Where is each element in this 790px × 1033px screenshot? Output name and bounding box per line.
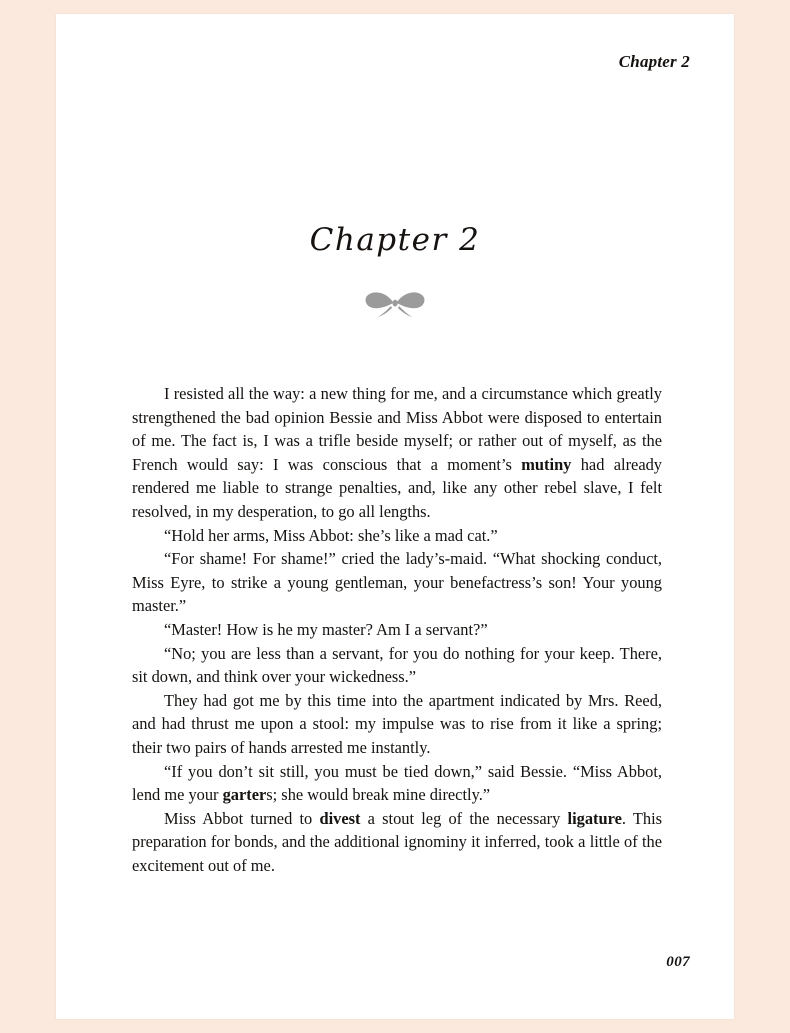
chapter-title: Chapter 2 <box>309 222 481 258</box>
body-paragraph: Miss Abbot turned to divest a stout leg of the necessary ligature. This preparation for bonds, and the additional ignominy it inferred, took a little of the excitement out of me. <box>132 808 662 875</box>
body-paragraph: They had got me by this time into the apartment indicated by Mrs. Reed, and had thrust me upon a stool: my impulse was to rise from it like a spring; their two pairs of hands arrested me instantly. <box>132 690 662 757</box>
body-paragraph: I resisted all the way: a new thing for me, and a circumstance which greatly strengthened the bad opinion Bessie and Miss Abbot were disposed to entertain of me. The fact is, I was a trifle beside myself; or rather out of myself, as the French would say: I was conscious that a moment’s mutiny had already rendered me liable to strange penalties, and, like any other rebel slave, I felt resolved, in my desperation, to go all lengths. <box>132 384 662 521</box>
body-paragraph: “If you don’t sit still, you must be tied down,” said Bessie. “Miss Abbot, lend me your garters; she would break mine directly.” <box>132 761 662 805</box>
emphasis-term: mutiny <box>521 454 572 474</box>
chapter-body <box>132 382 662 877</box>
body-paragraph: “No; you are less than a servant, for you do nothing for your keep. There, sit down, and think over your wickedness.” <box>132 643 662 687</box>
emphasis-term: divest <box>319 808 361 828</box>
book-page <box>56 14 734 1019</box>
body-paragraph: “Hold her arms, Miss Abbot: she’s like a mad cat.” <box>164 525 498 545</box>
running-head: Chapter 2 <box>618 52 690 71</box>
body-paragraph: “Master! How is he my master? Am I a servant?” <box>164 619 488 639</box>
bow-ornament <box>56 286 734 325</box>
emphasis-term: garter <box>222 785 267 805</box>
page-number: 007 <box>666 954 690 970</box>
body-paragraph: “For shame! For shame!” cried the lady’s-maid. “What shocking conduct, Miss Eyre, to strike a young gentleman, your benefactress’s son! Your young master.” <box>132 549 662 616</box>
emphasis-term: ligature <box>567 808 622 828</box>
